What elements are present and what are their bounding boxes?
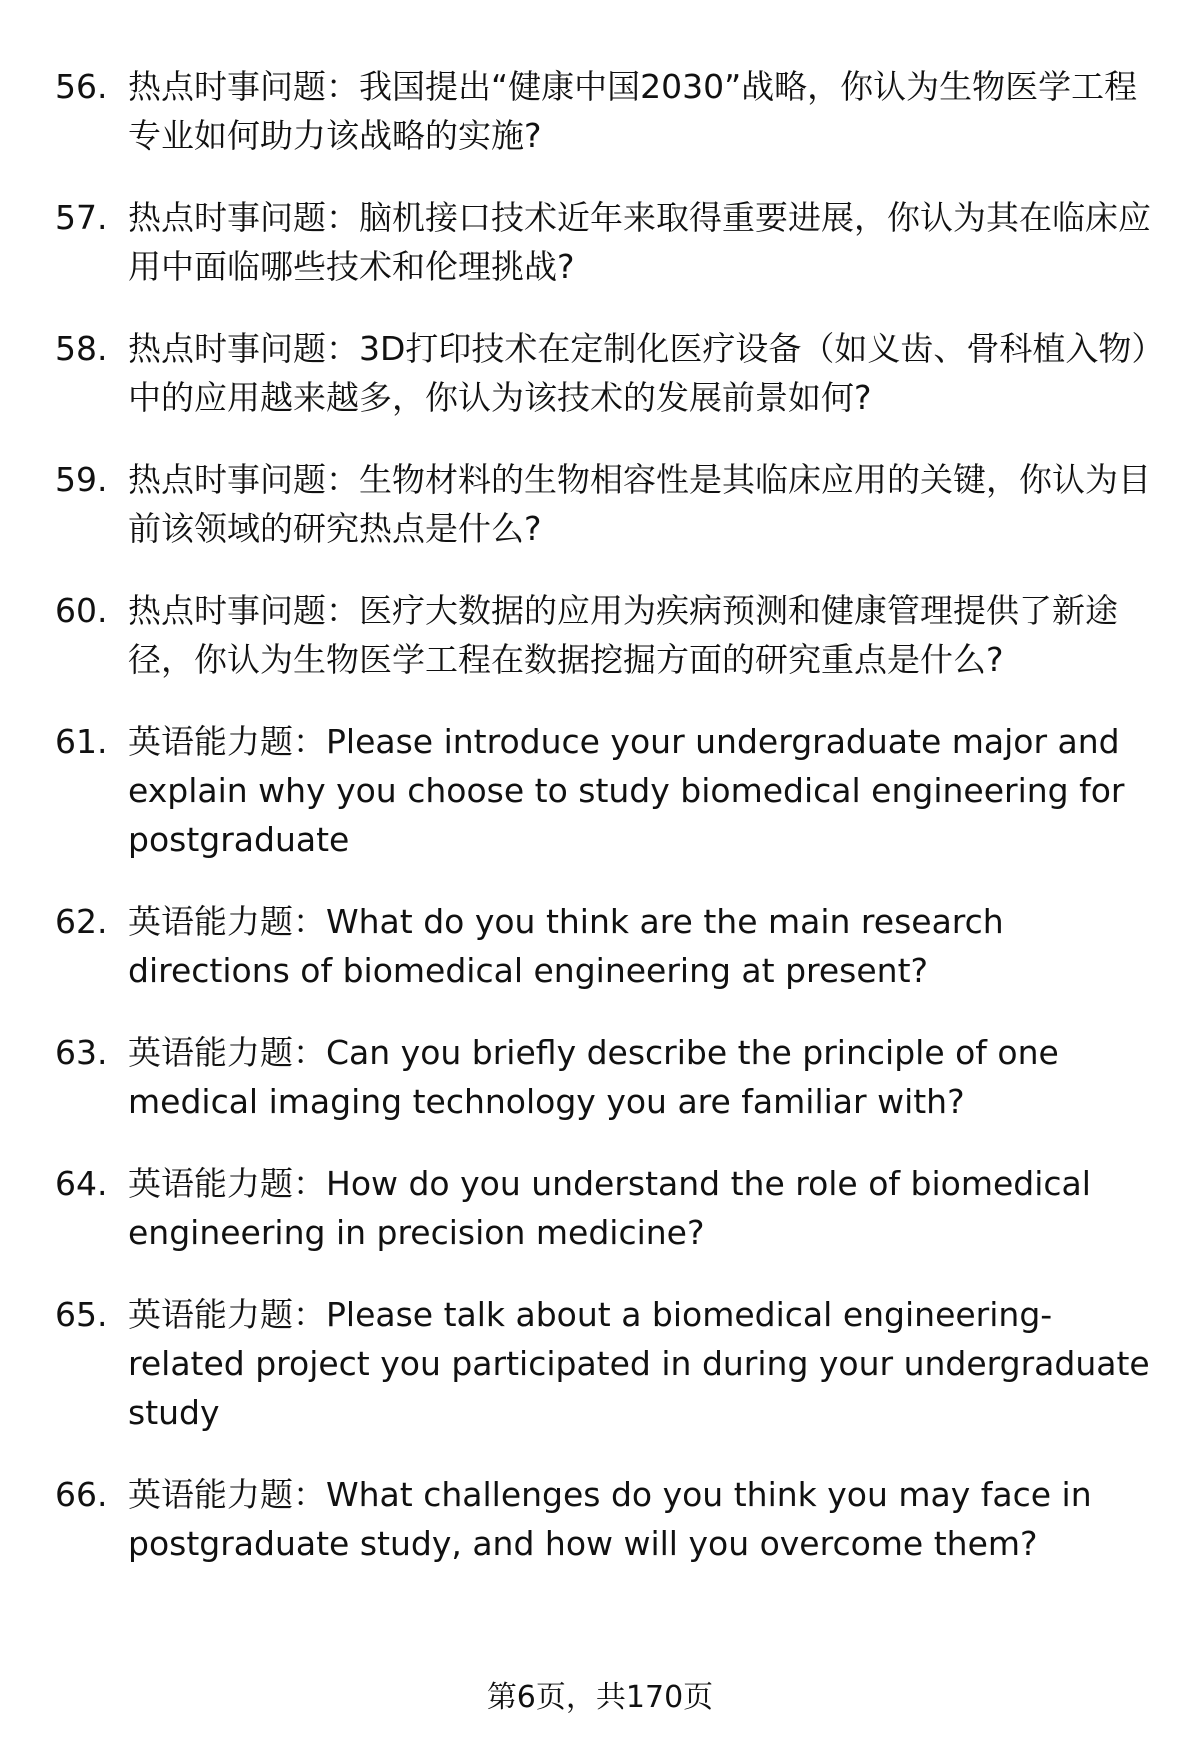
question-item: [55, 193, 1155, 291]
question-text: 热点时事问题：生物材料的生物相容性是其临床应用的关键，你认为目前该领域的研究热点是什么?: [128, 460, 1151, 548]
question-number: 65.: [55, 1295, 108, 1334]
question-number: 63.: [55, 1033, 108, 1072]
question-text: 英语能力题：Please talk about a biomedical engineering-related project you participated in during your undergraduate study: [128, 1295, 1150, 1432]
question-number: 56.: [55, 67, 108, 106]
question-item: [55, 586, 1155, 684]
question-text: 英语能力题：Can you briefly describe the principle of one medical imaging technology you are familiar with?: [128, 1033, 1059, 1121]
question-text: 英语能力题：Please introduce your undergraduate major and explain why you choose to study biomedical engineering for postgraduate: [128, 722, 1125, 859]
question-text: 热点时事问题：我国提出“健康中国2030”战略，你认为生物医学工程专业如何助力该战略的实施?: [128, 67, 1138, 155]
question-item: [55, 1470, 1155, 1568]
question-item: [55, 1028, 1155, 1126]
question-number: 64.: [55, 1164, 108, 1203]
question-text: 热点时事问题：3D打印技术在定制化医疗设备（如义齿、骨科植入物）中的应用越来越多，你认为该技术的发展前景如何?: [128, 329, 1148, 417]
question-number: 62.: [55, 902, 108, 941]
question-text: 热点时事问题：脑机接口技术近年来取得重要进展，你认为其在临床应用中面临哪些技术和伦理挑战?: [128, 198, 1151, 286]
question-item: [55, 1290, 1155, 1437]
question-number: 60.: [55, 591, 108, 630]
question-number: 58.: [55, 329, 108, 368]
question-text: 英语能力题：What challenges do you think you may face in postgraduate study, and how will you overcome them?: [128, 1475, 1092, 1563]
question-item: [55, 1159, 1155, 1257]
page-footer: 第6页，共170页: [486, 1680, 714, 1715]
question-number: 57.: [55, 198, 108, 237]
question-text: 英语能力题：What do you think are the main research directions of biomedical engineering at present?: [128, 902, 1004, 990]
question-item: [55, 62, 1155, 160]
question-item: [55, 897, 1155, 995]
question-item: [55, 717, 1155, 864]
question-list: [55, 62, 1155, 1601]
question-item: [55, 455, 1155, 553]
question-item: [55, 324, 1155, 422]
question-number: 59.: [55, 460, 108, 499]
question-number: 66.: [55, 1475, 108, 1514]
question-number: 61.: [55, 722, 108, 761]
question-text: 热点时事问题：医疗大数据的应用为疾病预测和健康管理提供了新途径，你认为生物医学工程在数据挖掘方面的研究重点是什么?: [128, 591, 1118, 679]
question-text: 英语能力题：How do you understand the role of biomedical engineering in precision medicine?: [128, 1164, 1091, 1252]
